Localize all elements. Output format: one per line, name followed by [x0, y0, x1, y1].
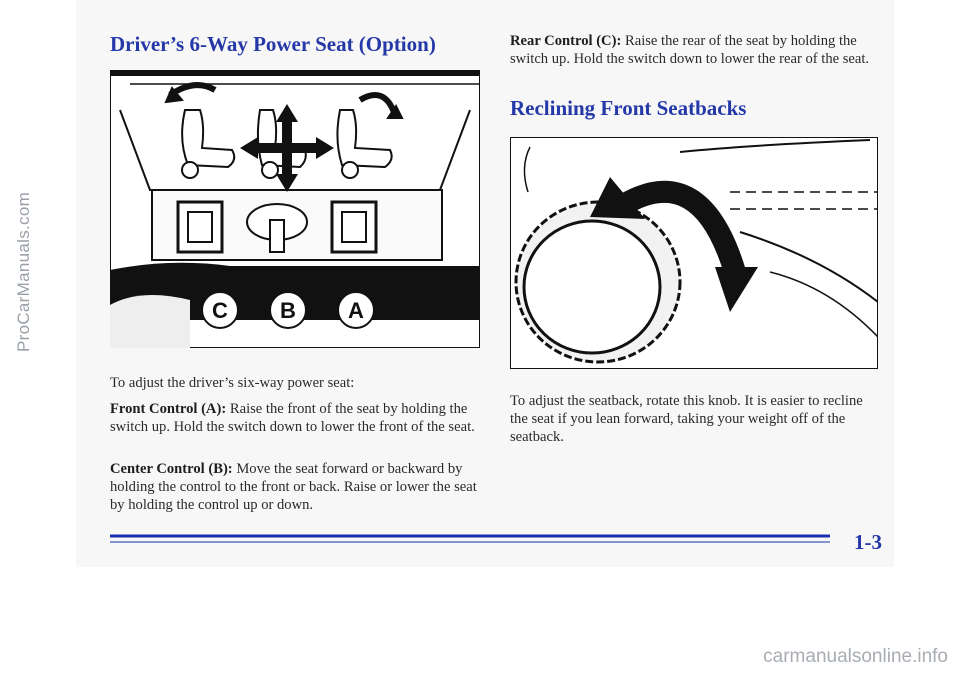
- rear-control-paragraph: [510, 32, 880, 68]
- recline-knob-figure: [510, 137, 878, 374]
- footer-rule: [110, 532, 830, 546]
- power-seat-illustration: [110, 70, 480, 348]
- center-control-paragraph: [110, 460, 480, 514]
- power-seat-figure: [110, 70, 480, 353]
- recline-knob-illustration: [510, 137, 878, 369]
- rear-control-label: Rear Control (C):: [510, 33, 622, 49]
- label-a: A: [348, 298, 364, 323]
- bottom-watermark: carmanualsonline.info: [763, 646, 948, 667]
- recline-knob-icon: [516, 202, 680, 362]
- rear-control-text: Raise the rear of the seat by holding the switch up. Hold the switch down to lower the rear of the seat.: [510, 33, 870, 67]
- label-b: B: [280, 298, 296, 323]
- page-number: 1-3: [854, 530, 882, 554]
- center-control-label: Center Control (B):: [110, 461, 233, 477]
- intro-text: To adjust the driver’s six-way power seat:: [110, 375, 355, 391]
- front-control-text: Raise the front of the seat by holding the switch up. Hold the switch down to lower the front of the seat.: [110, 401, 475, 435]
- knob-instruction-text: To adjust the seatback, rotate this knob. It is easier to recline the seat if you lean forward, taking your weight off of the seatback.: [510, 393, 863, 445]
- front-control-label: Front Control (A):: [110, 401, 227, 417]
- front-control-paragraph: [110, 400, 475, 436]
- side-watermark: ProCarManuals.com: [14, 191, 33, 352]
- power-seat-heading: Driver’s 6-Way Power Seat (Option): [110, 32, 436, 56]
- label-c: C: [212, 298, 228, 323]
- center-control-text: Move the seat forward or backward by holding the control to the front or back. Raise or lower the seat by holding the control up or down.: [110, 461, 477, 513]
- label-circles: [202, 292, 374, 328]
- reclining-seatbacks-heading: Reclining Front Seatbacks: [510, 96, 747, 120]
